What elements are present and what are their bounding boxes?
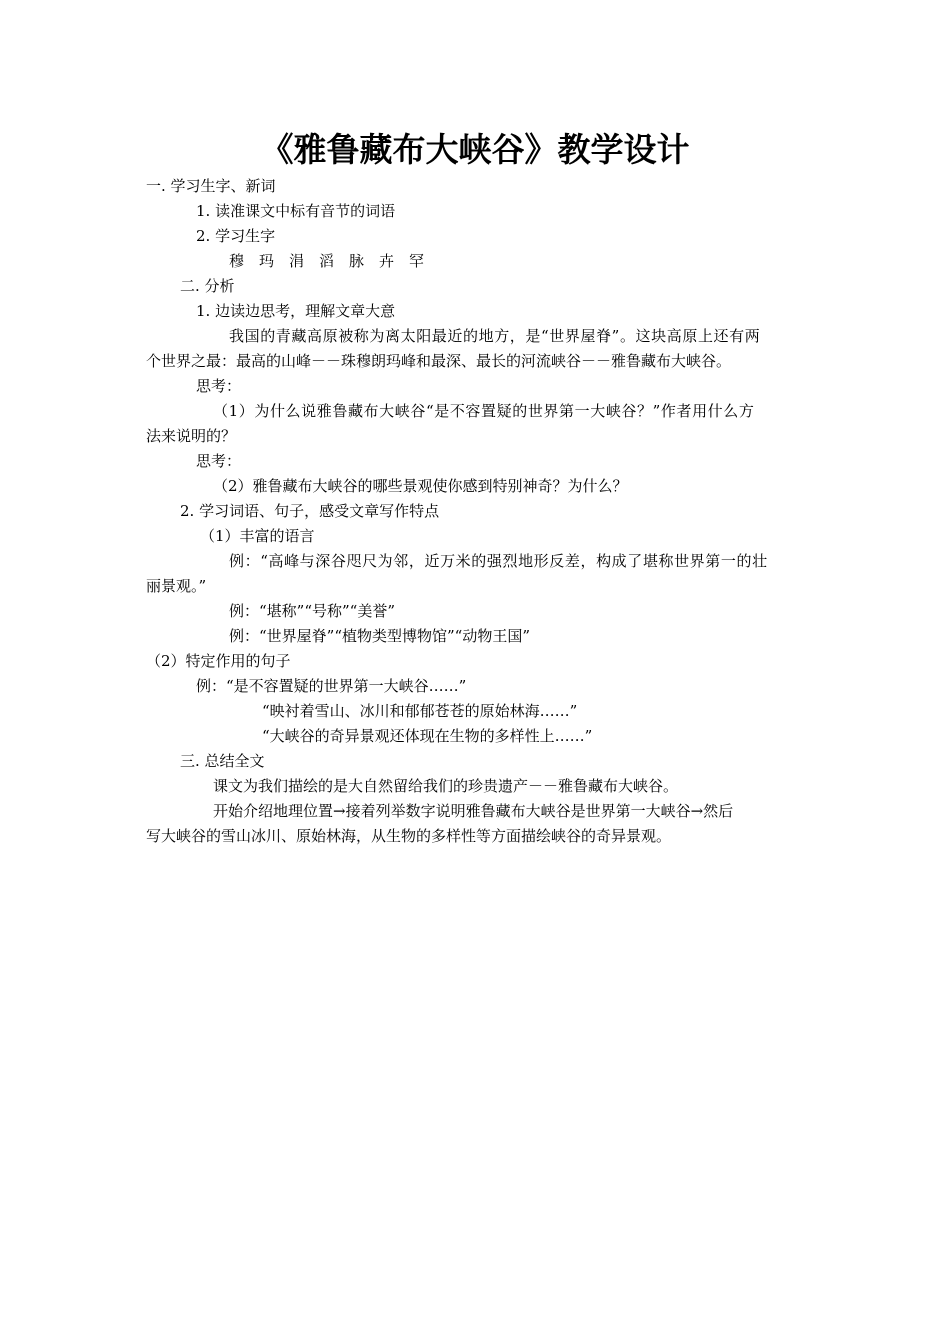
question-1-line-1: （1）为什么说雅鲁藏布大峡谷“是不容置疑的世界第一大峡谷？”作者用什么方 [213, 402, 755, 420]
document-title: 《雅鲁藏布大峡谷》教学设计 [260, 130, 690, 169]
example-6: “大峡谷的奇异景观还体现在生物的多样性上……” [262, 727, 593, 745]
example-4: 例：“是不容置疑的世界第一大峡谷……” [196, 677, 467, 695]
question-1-line-2: 法来说明的？ [146, 427, 237, 445]
summary-paragraph-2-line-1: 开始介绍地理位置→接着列举数字说明雅鲁藏布大峡谷是世界第一大峡谷→然后 [213, 802, 734, 820]
example-1-line-1: 例：“高峰与深谷咫尺为邻，近万米的强烈地形反差，构成了堪称世界第一的壮 [229, 552, 768, 570]
section-1-heading: 一. 学习生字、新词 [146, 177, 276, 195]
section-2-item-1: 1. 边读边思考，理解文章大意 [196, 302, 396, 320]
paragraph-1-line-1: 我国的青藏高原被称为离太阳最近的地方，是“世界屋脊”。这块高原上还有两 [229, 327, 761, 345]
example-5: “映衬着雪山、冰川和郁郁苍苍的原始林海……” [262, 702, 578, 720]
subheading-rich-language: （1）丰富的语言 [200, 527, 315, 545]
example-2: 例：“堪称”“号称”“美誉” [229, 602, 396, 620]
section-1-item-2: 2. 学习生字 [196, 227, 276, 245]
summary-paragraph-2-line-2: 写大峡谷的雪山冰川、原始林海，从生物的多样性等方面描绘峡谷的奇异景观。 [146, 827, 672, 845]
question-2: （2）雅鲁藏布大峡谷的哪些景观使你感到特别神奇？为什么？ [213, 477, 628, 495]
example-3: 例：“世界屋脊”“植物类型博物馆”“动物王国” [229, 627, 531, 645]
example-1-line-2: 丽景观。” [146, 577, 207, 595]
section-3-heading: 三. 总结全文 [180, 752, 265, 770]
new-characters: 穆 玛 涓 滔 脉 卉 罕 [229, 252, 425, 270]
section-2-heading: 二. 分析 [180, 277, 235, 295]
think-label-1: 思考： [196, 377, 242, 395]
paragraph-1-line-2: 个世界之最：最高的山峰－－珠穆朗玛峰和最深、最长的河流峡谷－－雅鲁藏布大峡谷。 [146, 352, 732, 370]
think-label-2: 思考： [196, 452, 242, 470]
section-1-item-1: 1. 读准课文中标有音节的词语 [196, 202, 396, 220]
summary-paragraph-1: 课文为我们描绘的是大自然留给我们的珍贵遗产－－雅鲁藏布大峡谷。 [213, 777, 679, 795]
section-2-item-2: 2. 学习词语、句子，感受文章写作特点 [180, 502, 440, 520]
subheading-special-sentences: （2）特定作用的句子 [146, 652, 291, 670]
